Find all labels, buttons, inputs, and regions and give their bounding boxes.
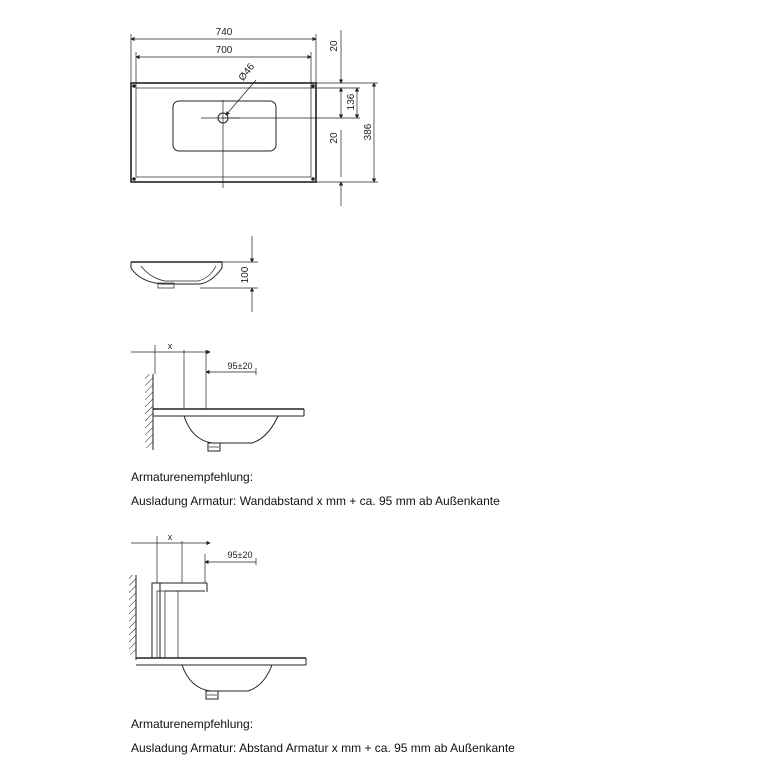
install1-dim-x: x	[167, 341, 173, 351]
dim-740-label: 740	[215, 27, 233, 38]
dim-386-label: 386	[363, 123, 374, 141]
bowl-outline	[173, 101, 276, 151]
dim-136-label: 136	[346, 93, 357, 111]
install2-dim-x: x	[167, 532, 173, 542]
dim-20-right-label: 20	[329, 132, 340, 144]
installation-view-1	[131, 341, 304, 451]
dim-700-label: 700	[215, 45, 233, 56]
install2-caption-title: Armaturenempfehlung:	[131, 717, 254, 731]
side-view	[131, 236, 258, 312]
installation-view-2	[129, 532, 306, 699]
basin-outline	[131, 83, 316, 182]
dim-100-label: 100	[240, 266, 251, 284]
install2-dim-95: 95±20	[227, 550, 253, 560]
dim-diameter-label: Ø46	[236, 61, 258, 84]
install1-dim-95: 95±20	[227, 361, 253, 371]
install1-caption-text: Ausladung Armatur: Wandabstand x mm + ca. 95 mm ab Außenkante	[131, 494, 500, 508]
top-view	[131, 27, 378, 206]
install2-caption-text: Ausladung Armatur: Abstand Armatur x mm + ca. 95 mm ab Außenkante	[131, 741, 515, 755]
dim-20-top-label: 20	[329, 40, 340, 52]
install1-caption-title: Armaturenempfehlung:	[131, 470, 254, 484]
